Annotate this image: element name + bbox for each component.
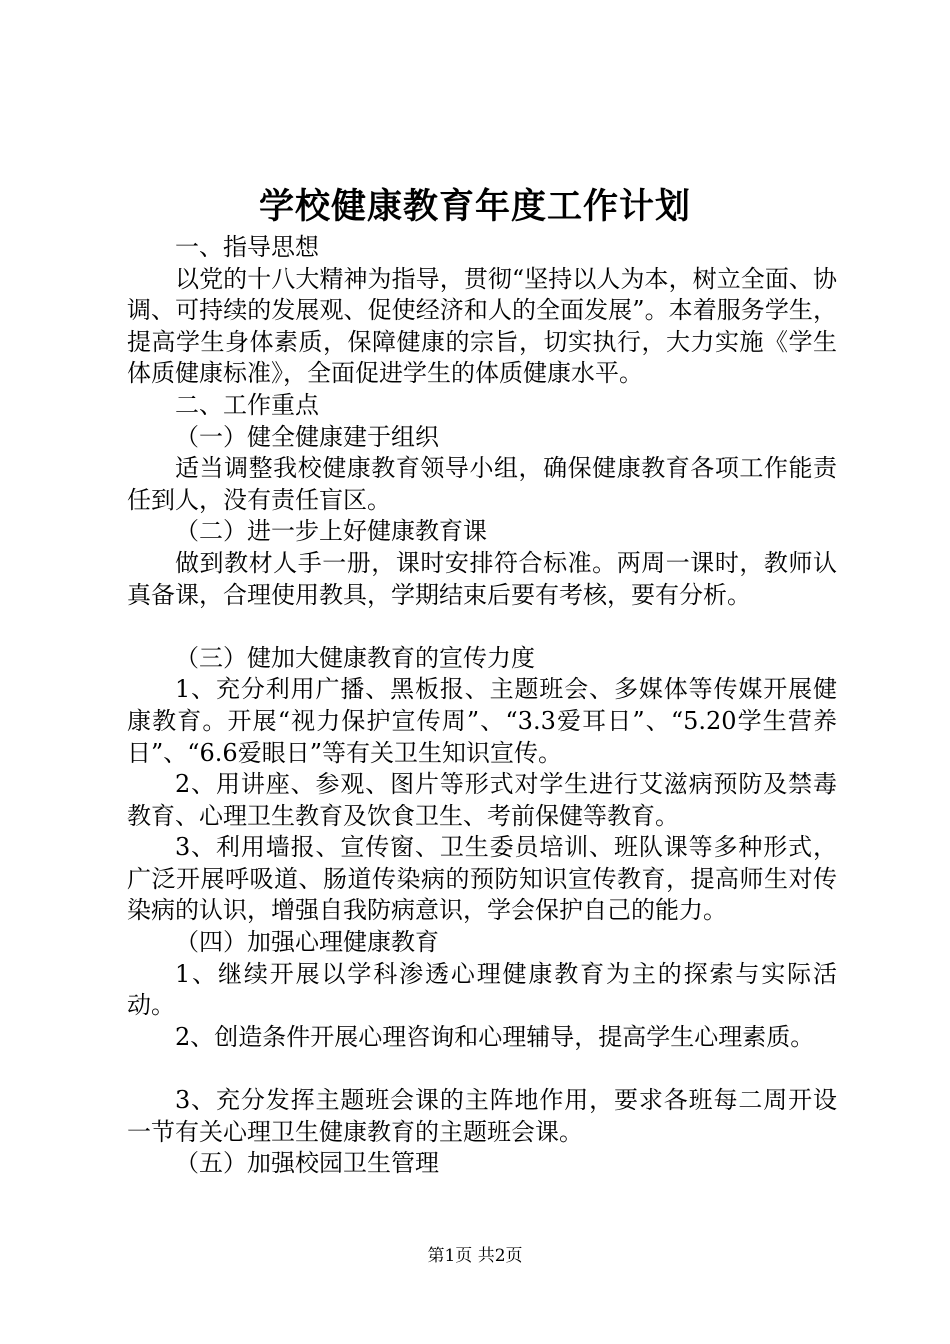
subsection-heading: （五）加强校园卫生管理 <box>175 1149 439 1178</box>
blank-line <box>127 1053 837 1085</box>
paragraph: 以党的十八大精神为指导，贯彻“坚持以人为本，树立全面、协调、可持续的发展观、促使经济和人的全面发展”。本着服务学生，提高学生身体素质，保障健康的宗旨，切实执行，大力实施《学生体质健康标准》，全面促进学生的体质健康水平。 <box>127 264 837 388</box>
blank-line <box>127 611 837 643</box>
paragraph: 2、用讲座、参观、图片等形式对学生进行艾滋病预防及禁毒教育、心理卫生教育及饮食卫生、考前保健等教育。 <box>127 770 837 830</box>
paragraph: 1、充分利用广播、黑板报、主题班会、多媒体等传媒开展健康教育。开展“视力保护宣传周”、“3.3爱耳日”、“5.20学生营养日”、“6.6爱眼日”等有关卫生知识宣传。 <box>127 675 837 767</box>
document-body <box>127 232 837 1180</box>
paragraph: 1、继续开展以学科渗透心理健康教育为主的探索与实际活动。 <box>127 959 837 1020</box>
subsection-heading: （四）加强心理健康教育 <box>175 928 439 957</box>
section-heading: 一、指导思想 <box>175 233 319 261</box>
paragraph: 做到教材人手一册，课时安排符合标准。两周一课时，教师认真备课，合理使用教具，学期结束后要有考核，要有分析。 <box>127 548 837 609</box>
section-heading: 二、工作重点 <box>175 390 319 419</box>
page-footer: 第1页 共2页 <box>427 1246 523 1266</box>
subsection-heading: （二）进一步上好健康教育课 <box>175 517 487 546</box>
paragraph: 2、创造条件开展心理咨询和心理辅导，提高学生心理素质。 <box>175 1022 815 1051</box>
paragraph: 3、利用墙报、宣传窗、卫生委员培训、班队课等多种形式，广泛开展呼吸道、肠道传染病的预防知识宣传教育，提高师生对传染病的认识，增强自我防病意识，学会保护自己的能力。 <box>127 833 837 925</box>
document-title: 学校健康教育年度工作计划 <box>258 186 691 227</box>
subsection-heading: （三）健加大健康教育的宣传力度 <box>175 643 535 672</box>
paragraph: 3、充分发挥主题班会课的主阵地作用，要求各班每二周开设一节有关心理卫生健康教育的主题班会课。 <box>127 1086 837 1146</box>
paragraph: 适当调整我校健康教育领导小组，确保健康教育各项工作能责任到人，没有责任盲区。 <box>127 454 837 514</box>
subsection-heading: （一）健全健康建于组织 <box>175 422 439 451</box>
